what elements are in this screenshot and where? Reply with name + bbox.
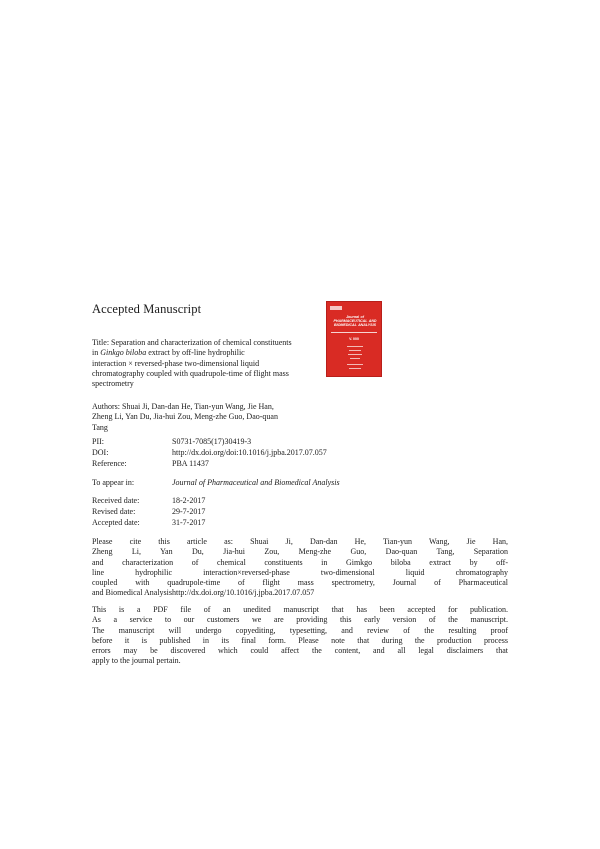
disclaimer-paragraph: [92, 605, 508, 667]
title-text: in: [92, 348, 99, 358]
doi-label: DOI:: [92, 448, 109, 457]
cover-text-line: [348, 354, 362, 355]
publisher-logo: [330, 306, 342, 310]
cover-volume: V. 000: [349, 337, 359, 341]
title-line: interaction × reversed-phase two-dimensional liquid: [92, 358, 260, 368]
citation-line: and Biomedical Analysishttp://dx.doi.org/10.1016/j.jpba.2017.07.057: [92, 588, 315, 598]
cover-divider: [331, 332, 377, 333]
author-line: Zheng Li, Yan Du, Jia-hui Zou, Meng-zhe Guo, Dao-quan: [92, 412, 278, 422]
accepted-date: 31-7-2017: [172, 518, 206, 527]
cover-journal-title: Journal of PHARMACEUTICAL AND BIOMEDICAL ANALYSIS: [333, 315, 377, 327]
author-line: Authors: Shuai Ji, Dan-dan He, Tian-yun Wang, Jie Han,: [92, 402, 274, 411]
citation-line: Please cite this article as: Shuai Ji, Dan-dan He, Tian-yun Wang, Jie Han,: [92, 537, 508, 546]
title-line: spectrometry: [92, 379, 134, 389]
cover-text-line: [347, 364, 363, 365]
cover-text-line: [347, 346, 363, 347]
revised-label: Revised date:: [92, 507, 136, 516]
pii-value: S0731-7085(17)30419-3: [172, 437, 252, 446]
citation-line: and characterization of chemical constituents in Gimkgo biloba extract by off-: [92, 557, 508, 567]
appear-in-label: To appear in:: [92, 478, 135, 487]
disclaimer-line: As a service to our customers we are providing this early version of the manuscript.: [92, 615, 508, 625]
revised-date: 29-7-2017: [172, 507, 206, 516]
author-list: [92, 402, 314, 433]
citation-line: coupled with quadrupole-time of flight mass spectrometry, Journal of Pharmaceutical: [92, 578, 508, 588]
cover-text-line: [350, 358, 360, 359]
disclaimer-line: before it is published in its final form. Please note that during the production process: [92, 635, 508, 645]
disclaimer-line: The manuscript will undergo copyediting, typesetting, and review of the resulting proof: [92, 625, 508, 635]
cover-text-line: [349, 368, 361, 369]
citation-line: line hydrophilic interaction×reversed-phase two-dimensional liquid chromatography: [92, 567, 508, 577]
journal-name: Journal of Pharmaceutical and Biomedical Analysis: [172, 478, 340, 487]
pii-label: PII:: [92, 437, 104, 446]
citation-line: Zheng Li, Yan Du, Jia-hui Zou, Meng-zhe Guo, Dao-quan Tang, Separation: [92, 547, 508, 557]
title-line: Separation and characterization of chemical constituents: [111, 338, 292, 347]
species-name: Ginkgo biloba: [100, 348, 147, 358]
accepted-label: Accepted date:: [92, 518, 140, 527]
article-title: [92, 338, 314, 389]
cover-text-line: [349, 350, 361, 351]
received-label: Received date:: [92, 496, 140, 505]
disclaimer-line: apply to the journal pertain.: [92, 656, 181, 666]
journal-cover-image: [326, 301, 382, 377]
reference-label: Reference:: [92, 459, 127, 468]
author-line: Tang: [92, 422, 108, 432]
disclaimer-line: errors may be discovered which could affect the content, and all legal disclaimers that: [92, 646, 508, 656]
title-line: chromatography coupled with quadrupole-time of flight mass: [92, 368, 289, 378]
page-heading: Accepted Manuscript: [92, 302, 202, 316]
disclaimer-line: This is a PDF file of an unedited manuscript that has been accepted for publication.: [92, 605, 508, 614]
doi-link[interactable]: http://dx.doi.org/doi:10.1016/j.jpba.2017.07.057: [172, 448, 327, 457]
reference-value: PBA 11437: [172, 459, 209, 468]
title-text: extract by off-line hydrophilic: [148, 348, 245, 358]
title-label: Title:: [92, 338, 110, 347]
received-date: 18-2-2017: [172, 496, 206, 505]
citation-paragraph: [92, 537, 508, 599]
